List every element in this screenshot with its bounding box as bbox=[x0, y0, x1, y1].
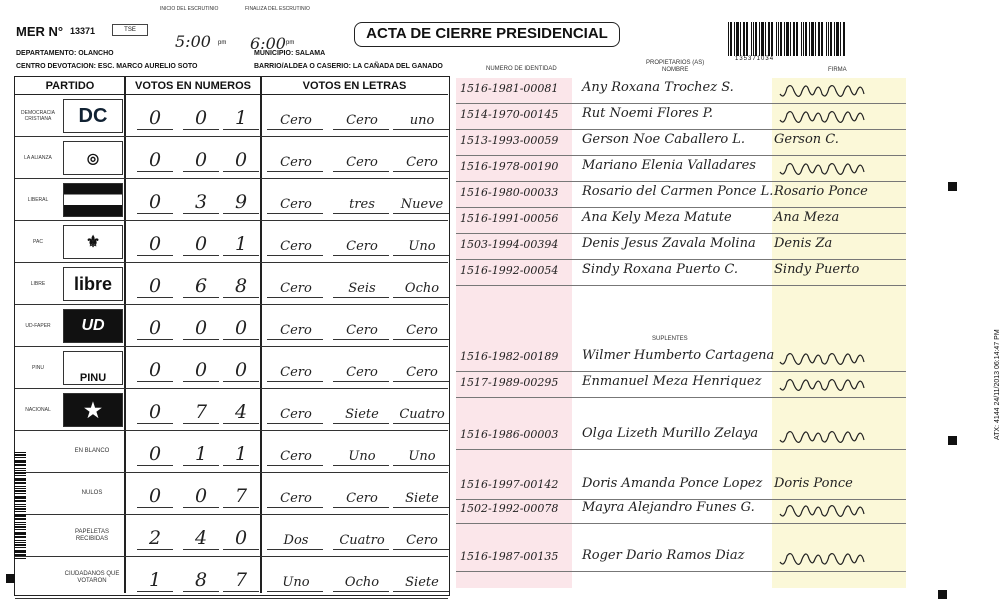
transmission-stamp: ATX: 4144 24/11/2013 06:14:47 PM bbox=[994, 329, 1001, 440]
vote-digit: 0 bbox=[148, 317, 162, 339]
juror-id: 1516-1987-00135 bbox=[460, 550, 559, 563]
party-logo-icon: PINU bbox=[63, 351, 123, 385]
juror-signature: Denis Za bbox=[774, 236, 833, 251]
vote-digit: 1 bbox=[234, 443, 248, 465]
vote-digit: 1 bbox=[148, 569, 162, 591]
vote-word: Cero bbox=[280, 449, 312, 464]
juror-id: 1516-1991-00056 bbox=[460, 212, 559, 225]
juror-row bbox=[456, 104, 906, 130]
total-label: NULOS bbox=[81, 490, 103, 496]
vote-word: Cero bbox=[406, 533, 438, 548]
juror-row bbox=[456, 498, 906, 524]
finaliza-unit: pm bbox=[286, 40, 295, 46]
vote-word: Cero bbox=[280, 365, 312, 380]
vote-word: uno bbox=[409, 113, 435, 128]
juror-name: Olga Lizeth Murillo Zelaya bbox=[582, 426, 759, 441]
vote-word: Siete bbox=[345, 407, 379, 422]
party-logo-icon bbox=[63, 183, 123, 217]
total-label: EN BLANCO bbox=[74, 448, 110, 454]
centro-label: CENTRO DEVOTACION: ESC. MARCO AURELIO SOTO bbox=[16, 63, 198, 70]
vote-word: Cero bbox=[346, 155, 378, 170]
party-logo-icon: DC bbox=[63, 99, 123, 133]
vote-digit: 0 bbox=[148, 275, 162, 297]
vote-digit: 0 bbox=[194, 233, 208, 255]
col-firma-header: FIRMA bbox=[828, 67, 847, 73]
vote-digit: 0 bbox=[148, 485, 162, 507]
finaliza-value: 6:00 bbox=[250, 34, 286, 53]
jurors-section bbox=[456, 60, 906, 598]
vote-word: Cero bbox=[346, 365, 378, 380]
vote-digit: 1 bbox=[194, 443, 208, 465]
party-name: PAC bbox=[33, 238, 43, 245]
juror-id: 1516-1980-00033 bbox=[460, 186, 559, 199]
juror-row bbox=[456, 372, 906, 398]
vote-digit: 0 bbox=[194, 317, 208, 339]
vote-word: Cero bbox=[346, 113, 378, 128]
juror-row bbox=[456, 78, 906, 104]
juror-row bbox=[456, 346, 906, 372]
vote-digit: 0 bbox=[148, 443, 162, 465]
vote-word: Cero bbox=[280, 491, 312, 506]
juror-name: Enmanuel Meza Henriquez bbox=[582, 374, 762, 389]
party-name: NACIONAL bbox=[25, 406, 51, 413]
vote-word: Cero bbox=[280, 239, 312, 254]
vote-word: Cuatro bbox=[339, 533, 385, 548]
juror-row bbox=[456, 208, 906, 234]
vote-word: Uno bbox=[408, 449, 436, 464]
party-logo-icon: libre bbox=[63, 267, 123, 301]
vote-word: Seis bbox=[348, 281, 376, 296]
vote-digit: 3 bbox=[194, 191, 208, 213]
juror-id: 1516-1986-00003 bbox=[460, 428, 559, 441]
vote-digit: 7 bbox=[234, 485, 248, 507]
vote-digit: 0 bbox=[148, 191, 162, 213]
inicio-label: INICIO DEL ESCRUTINIO bbox=[160, 6, 219, 12]
vote-digit: 4 bbox=[194, 527, 208, 549]
col-propietarios-header: PROPIETARIOS (AS) bbox=[646, 60, 705, 66]
juror-row bbox=[456, 260, 906, 286]
vote-word: tres bbox=[349, 197, 375, 212]
vote-digit: 0 bbox=[194, 359, 208, 381]
vote-digit: 0 bbox=[194, 485, 208, 507]
juror-row bbox=[456, 424, 906, 450]
juror-name: Ana Kely Meza Matute bbox=[582, 210, 732, 225]
party-row bbox=[15, 389, 448, 431]
inicio-value: 5:00 bbox=[175, 32, 211, 51]
juror-id: 1513-1993-00059 bbox=[460, 134, 559, 147]
vote-word: Siete bbox=[405, 575, 439, 590]
signature-scribble-icon bbox=[778, 426, 868, 448]
total-row bbox=[15, 515, 448, 557]
vote-word: Uno bbox=[348, 449, 376, 464]
barcode-side-icon bbox=[14, 452, 30, 562]
document-title: ACTA DE CIERRE PRESIDENCIAL bbox=[354, 22, 620, 47]
juror-name: Mariano Elenia Valladares bbox=[582, 158, 756, 173]
vote-digit: 1 bbox=[234, 107, 248, 129]
juror-name: Doris Amanda Ponce Lopez bbox=[582, 476, 763, 491]
vote-digit: 0 bbox=[234, 149, 248, 171]
vote-word: Ocho bbox=[404, 281, 440, 296]
signature-scribble-icon bbox=[778, 500, 868, 522]
juror-signature: Doris Ponce bbox=[774, 476, 853, 491]
departamento-label: DEPARTAMENTO: OLANCHO bbox=[16, 50, 114, 57]
vote-digit: 0 bbox=[234, 527, 248, 549]
party-row bbox=[15, 221, 448, 263]
vote-digit: 7 bbox=[234, 569, 248, 591]
vote-word: Cero bbox=[280, 113, 312, 128]
vote-word: Cero bbox=[406, 365, 438, 380]
col-id-header: NUMERO DE IDENTIDAD bbox=[486, 66, 557, 72]
vote-digit: 7 bbox=[194, 401, 208, 423]
juror-id: 1514-1970-00145 bbox=[460, 108, 559, 121]
juror-name: Any Roxana Trochez S. bbox=[582, 80, 734, 95]
party-name: PINU bbox=[32, 364, 44, 371]
vote-word: Ocho bbox=[344, 575, 380, 590]
juror-name: Rut Noemi Flores P. bbox=[582, 106, 713, 121]
vote-word: Cero bbox=[346, 239, 378, 254]
juror-row bbox=[456, 130, 906, 156]
juror-row bbox=[456, 234, 906, 260]
party-row bbox=[15, 347, 448, 389]
vote-word: Cero bbox=[346, 491, 378, 506]
vote-word: Cero bbox=[280, 155, 312, 170]
juror-signature: Ana Meza bbox=[774, 210, 840, 225]
party-logo-icon: UD bbox=[63, 309, 123, 343]
registration-mark bbox=[948, 436, 957, 445]
juror-name: Roger Dario Ramos Diaz bbox=[582, 548, 745, 563]
vote-digit: 8 bbox=[234, 275, 248, 297]
vote-digit: 0 bbox=[234, 317, 248, 339]
vote-digit: 9 bbox=[234, 191, 248, 213]
mer-number: 13371 bbox=[70, 26, 96, 36]
juror-name: Denis Jesus Zavala Molina bbox=[582, 236, 756, 251]
vote-word: Siete bbox=[405, 491, 439, 506]
vote-word: Cero bbox=[280, 323, 312, 338]
signature-scribble-icon bbox=[778, 374, 868, 396]
juror-name: Mayra Alejandro Funes G. bbox=[582, 500, 755, 515]
vote-word: Cuatro bbox=[399, 407, 445, 422]
col-partido-header: PARTIDO bbox=[15, 77, 125, 95]
col-letras-header: VOTOS EN LETRAS bbox=[261, 77, 448, 95]
juror-row bbox=[456, 546, 906, 572]
juror-id: 1502-1992-00078 bbox=[460, 502, 559, 515]
inicio-unit: pm bbox=[218, 40, 227, 46]
juror-id: 1516-1978-00190 bbox=[460, 160, 559, 173]
registration-mark bbox=[6, 574, 15, 583]
tse-logo-icon: TSE bbox=[112, 24, 148, 36]
total-row bbox=[15, 557, 448, 599]
vote-word: Uno bbox=[408, 239, 436, 254]
party-logo-icon: ◎ bbox=[63, 141, 123, 175]
party-logo-icon: ★ bbox=[63, 393, 123, 427]
party-row bbox=[15, 305, 448, 347]
juror-row bbox=[456, 182, 906, 208]
party-name: LIBRE bbox=[30, 280, 46, 287]
total-label: PAPELETAS RECIBIDAS bbox=[74, 528, 110, 542]
barcode-top-icon bbox=[728, 22, 848, 56]
juror-id: 1516-1982-00189 bbox=[460, 350, 559, 363]
juror-name: Wilmer Humberto Cartagena bbox=[582, 348, 775, 363]
vote-word: Cero bbox=[280, 197, 312, 212]
juror-signature: Gerson C. bbox=[774, 132, 839, 147]
juror-row bbox=[456, 156, 906, 182]
vote-digit: 0 bbox=[148, 401, 162, 423]
party-row bbox=[15, 263, 448, 305]
vote-digit: 4 bbox=[234, 401, 248, 423]
vote-digit: 0 bbox=[234, 359, 248, 381]
juror-name: Sindy Roxana Puerto C. bbox=[582, 262, 739, 277]
juror-row bbox=[456, 474, 906, 500]
party-name: UD-FAPER bbox=[25, 322, 51, 329]
juror-signature: Rosario Ponce bbox=[774, 184, 868, 199]
party-logo-icon: ⚜ bbox=[63, 225, 123, 259]
vote-digit: 8 bbox=[194, 569, 208, 591]
vote-digit: 0 bbox=[148, 359, 162, 381]
mer-label: MER N° bbox=[16, 24, 64, 39]
vote-digit: 0 bbox=[148, 107, 162, 129]
signature-scribble-icon bbox=[778, 548, 868, 570]
vote-digit: 0 bbox=[194, 149, 208, 171]
suplentes-header: SUPLENTES bbox=[652, 336, 688, 342]
juror-id: 1517-1989-00295 bbox=[460, 376, 559, 389]
registration-mark bbox=[938, 590, 947, 599]
vote-digit: 6 bbox=[194, 275, 208, 297]
vote-word: Cero bbox=[280, 407, 312, 422]
juror-id: 1516-1997-00142 bbox=[460, 478, 559, 491]
col-nombre-header: NOMBRE bbox=[662, 67, 689, 73]
vote-digit: 2 bbox=[148, 527, 162, 549]
vote-word: Cero bbox=[346, 323, 378, 338]
party-row bbox=[15, 179, 448, 221]
vote-word: Cero bbox=[406, 155, 438, 170]
party-name: DEMOCRACIA CRISTIANA bbox=[21, 109, 55, 122]
vote-word: Dos bbox=[283, 533, 309, 548]
juror-name: Gerson Noe Caballero L. bbox=[582, 132, 746, 147]
vote-digit: 0 bbox=[194, 107, 208, 129]
finaliza-label: FINALIZA DEL ESCRUTINIO bbox=[245, 6, 310, 12]
barcode-top-number: 135371034 bbox=[735, 56, 775, 62]
signature-scribble-icon bbox=[778, 348, 868, 370]
vote-digit: 0 bbox=[148, 233, 162, 255]
vote-word: Nueve bbox=[400, 197, 444, 212]
party-row bbox=[15, 95, 448, 137]
juror-id: 1516-1981-00081 bbox=[460, 82, 559, 95]
registration-mark bbox=[948, 182, 957, 191]
party-name: LA ALIANZA bbox=[24, 154, 52, 161]
total-row bbox=[15, 473, 448, 515]
juror-signature: Sindy Puerto bbox=[774, 262, 860, 277]
col-numeros-header: VOTOS EN NUMEROS bbox=[125, 77, 261, 95]
signature-scribble-icon bbox=[778, 106, 868, 128]
total-row bbox=[15, 431, 448, 473]
vote-digit: 1 bbox=[234, 233, 248, 255]
vote-digit: 0 bbox=[148, 149, 162, 171]
signature-scribble-icon bbox=[778, 80, 868, 102]
signature-scribble-icon bbox=[778, 158, 868, 180]
party-name: LIBERAL bbox=[27, 196, 49, 203]
municipio-label: MUNICIPIO: SALAMA bbox=[254, 50, 326, 57]
total-label: CIUDADANOS QUE VOTARON bbox=[64, 570, 120, 584]
barrio-label: BARRIO/ALDEA O CASERIO: LA CAÑADA DEL GANADO bbox=[254, 63, 443, 70]
juror-id: 1503-1994-00394 bbox=[460, 238, 559, 251]
vote-word: Uno bbox=[282, 575, 310, 590]
juror-id: 1516-1992-00054 bbox=[460, 264, 559, 277]
vote-word: Cero bbox=[406, 323, 438, 338]
vote-word: Cero bbox=[280, 281, 312, 296]
votes-table bbox=[14, 76, 450, 596]
party-row bbox=[15, 137, 448, 179]
juror-name: Rosario del Carmen Ponce L. bbox=[582, 184, 774, 199]
